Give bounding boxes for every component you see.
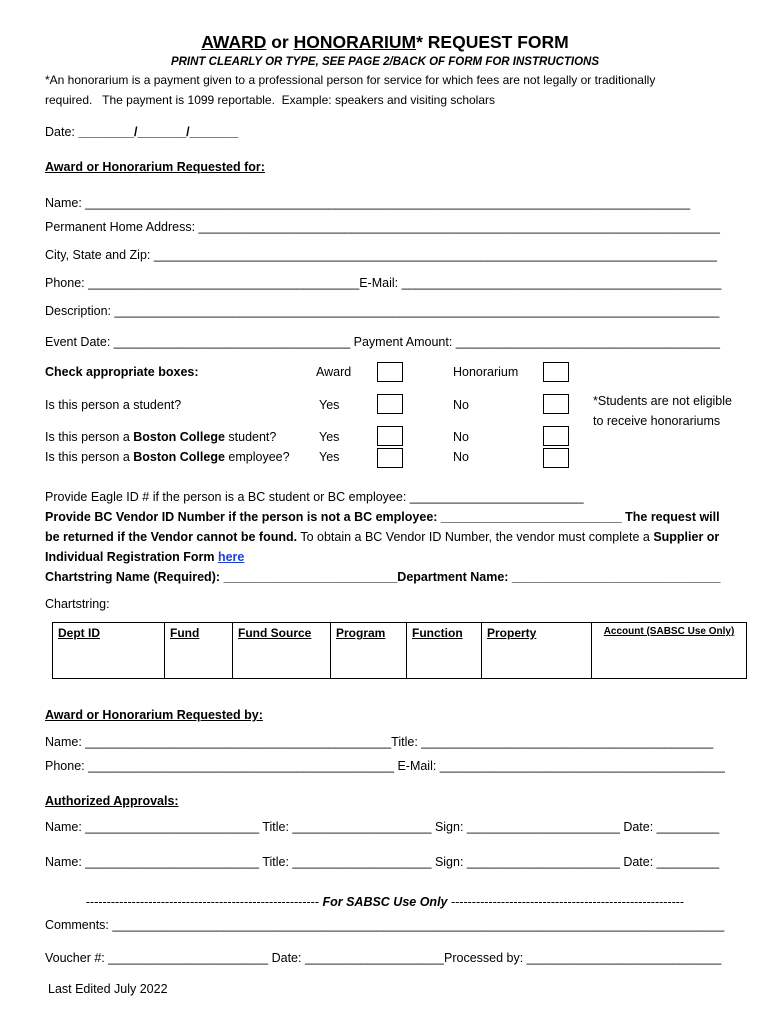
vendor-instructions: To obtain a BC Vendor ID Number, the vendor must complete a — [297, 530, 654, 544]
student-question: Is this person a student? — [45, 398, 182, 412]
requested-for-heading: Award or Honorarium Requested for: — [45, 160, 265, 174]
student-no-label: No — [453, 398, 469, 412]
bc-employee-no-checkbox[interactable] — [543, 448, 569, 468]
recipient-name-field[interactable]: Name: _______________________________________________________________________________________ — [45, 196, 691, 210]
honorarium-label: Honorarium — [453, 365, 519, 379]
date-label: Date: — [45, 125, 79, 139]
description-field[interactable]: Description: _______________________________________________________________________________________ — [45, 304, 720, 318]
home-address-field[interactable]: Permanent Home Address: ___________________________________________________________________________ — [45, 220, 720, 234]
student-note-line2: to receive honorariums — [593, 414, 721, 428]
bc-employee-post: employee? — [224, 450, 290, 464]
award-label: Award — [316, 365, 352, 379]
last-edited-footer: Last Edited July 2022 — [48, 982, 168, 996]
bc-student-question — [45, 429, 276, 445]
student-no-checkbox[interactable] — [543, 394, 569, 414]
bc-student-pre: Is this person a — [45, 430, 134, 444]
title-honorarium: HONORARIUM — [293, 32, 417, 52]
city-state-zip-field[interactable]: City, State and Zip: _________________________________________________________________________________ — [45, 248, 717, 262]
program-cell[interactable]: Program — [331, 623, 407, 679]
honorarium-note-line2: required. The payment is 1099 reportable. Example: speakers and visiting scholars — [45, 93, 496, 107]
bc-student-yes-label: Yes — [319, 430, 340, 444]
registration-form-text: Individual Registration Form — [45, 550, 218, 564]
award-checkbox[interactable] — [377, 362, 403, 382]
title-rest: * REQUEST FORM — [416, 32, 569, 52]
dept-id-cell[interactable]: Dept ID — [53, 623, 165, 679]
divider-right: -------------------------------------------------------- — [450, 895, 685, 909]
bc-student-post: student? — [224, 430, 277, 444]
fund-cell[interactable]: Fund — [165, 623, 233, 679]
requester-name-title-field[interactable]: Name: ____________________________________________Title: __________________________________________ — [45, 735, 714, 749]
bc-employee-yes-label: Yes — [319, 450, 340, 464]
bc-employee-pre: Is this person a — [45, 450, 134, 464]
form-title — [0, 31, 770, 53]
bc-employee-bc: Boston College — [133, 450, 225, 464]
chartstring-label: Chartstring: — [45, 597, 110, 611]
honorarium-note-line1: *An honorarium is a payment given to a professional person for service for which fees are not legally or traditionally — [45, 73, 656, 87]
account-cell: Account (SABSC Use Only) — [592, 623, 747, 679]
form-subtitle: PRINT CLEARLY OR TYPE, SEE PAGE 2/BACK OF FORM FOR INSTRUCTIONS — [170, 56, 600, 68]
bc-employee-no-label: No — [453, 450, 469, 464]
date-field[interactable] — [45, 124, 238, 140]
event-date-payment-field[interactable]: Event Date: __________________________________ Payment Amount: ______________________________________ — [45, 335, 720, 349]
chartstring-dept-name-field[interactable]: Chartstring Name (Required): _________________________Department Name: ______________________________ — [45, 570, 721, 584]
bc-employee-yes-checkbox[interactable] — [377, 448, 403, 468]
vendor-note-line2 — [45, 529, 719, 545]
requester-phone-email-field[interactable]: Phone: ____________________________________________ E-Mail: _________________________________________ — [45, 759, 725, 773]
student-note-line1: *Students are not eligible — [593, 394, 732, 408]
approvals-heading: Authorized Approvals: — [45, 794, 179, 808]
bc-student-no-checkbox[interactable] — [543, 426, 569, 446]
property-cell[interactable]: Property — [482, 623, 592, 679]
fund-source-cell[interactable]: Fund Source — [233, 623, 331, 679]
title-award: AWARD — [201, 32, 267, 52]
chartstring-table — [52, 622, 747, 679]
bc-student-no-label: No — [453, 430, 469, 444]
sabsc-use-only-label: For SABSC Use Only — [319, 895, 451, 909]
honorarium-checkbox[interactable] — [543, 362, 569, 382]
bc-employee-question — [45, 449, 290, 465]
eagle-id-field[interactable]: Provide Eagle ID # if the person is a BC student or BC employee: _________________________ — [45, 490, 584, 504]
approval-row-1[interactable]: Name: _________________________ Title: ____________________ Sign: ______________________ Date: _________ — [45, 820, 720, 834]
supplier-text: Supplier or — [653, 530, 720, 544]
check-boxes-heading: Check appropriate boxes: — [45, 365, 199, 379]
student-yes-checkbox[interactable] — [377, 394, 403, 414]
vendor-id-field[interactable]: Provide BC Vendor ID Number if the person is not a BC employee: __________________________ The request will — [45, 510, 720, 524]
sabsc-divider — [45, 895, 725, 909]
function-cell[interactable]: Function — [407, 623, 482, 679]
vendor-return-warning: be returned if the Vendor cannot be found. — [45, 530, 298, 544]
vendor-note-line3 — [45, 549, 244, 565]
phone-email-field[interactable]: Phone: _______________________________________E-Mail: ______________________________________________ — [45, 276, 722, 290]
approval-row-2[interactable]: Name: _________________________ Title: ____________________ Sign: ______________________ Date: _________ — [45, 855, 720, 869]
comments-field[interactable]: Comments: ________________________________________________________________________________________ — [45, 918, 725, 932]
bc-student-bc: Boston College — [133, 430, 225, 444]
registration-form-link[interactable]: here — [217, 550, 245, 564]
requested-by-heading: Award or Honorarium Requested by: — [45, 708, 263, 722]
date-blank: ________/_______/_______ — [78, 125, 239, 139]
student-yes-label: Yes — [319, 398, 340, 412]
title-or: or — [266, 32, 294, 52]
bc-student-yes-checkbox[interactable] — [377, 426, 403, 446]
divider-left: -------------------------------------------------------- — [85, 895, 319, 909]
voucher-date-processed-field[interactable]: Voucher #: _______________________ Date: ____________________Processed by: ____________________________ — [45, 951, 722, 965]
